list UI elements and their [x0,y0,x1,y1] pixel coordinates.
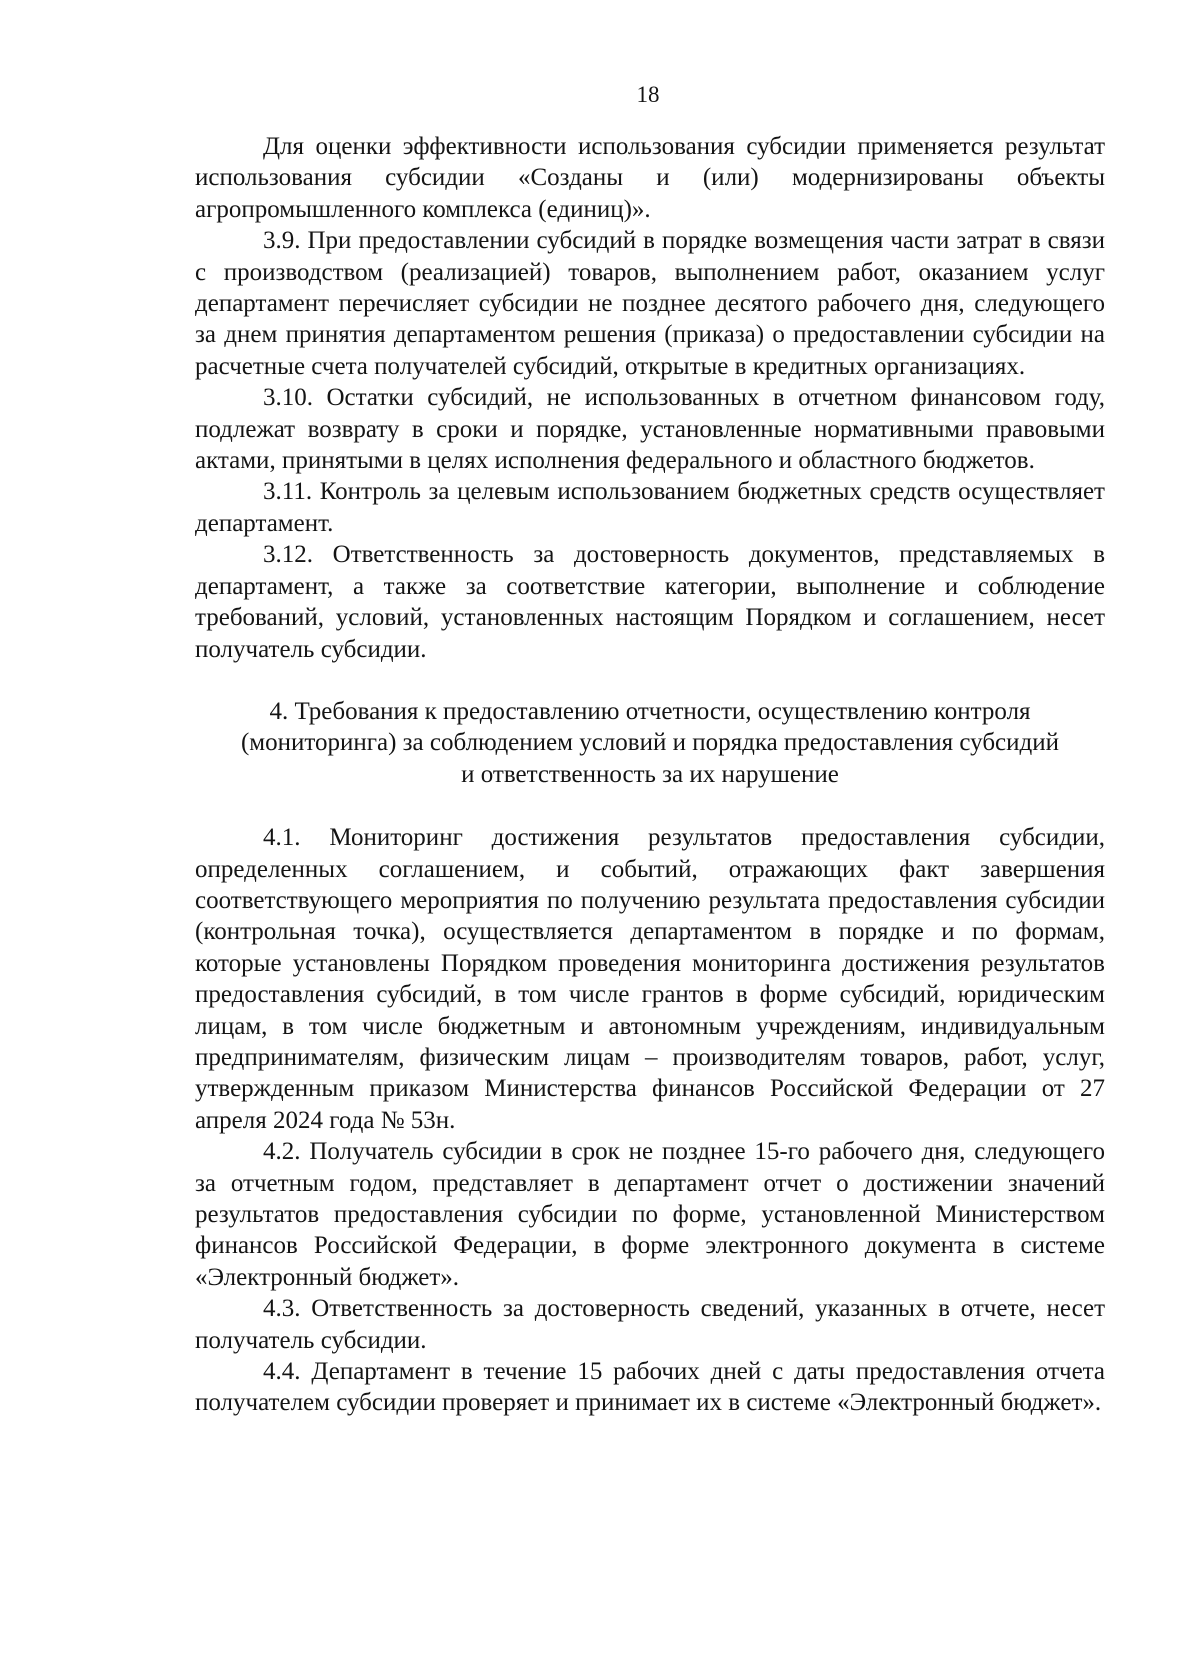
paragraph-4-3: 4.3. Ответственность за достоверность сведений, указанных в отчете, несет получатель субсидии. [195,1295,1105,1354]
section-4-heading-line-1: 4. Требования к предоставлению отчетности, осуществлению контроля [269,697,1031,725]
paragraph-evaluation-result: Для оценки эффективности использования субсидии применяется результат использования субсидии «Созданы и (или) модернизированы объекты агропромышленного комплекса (единиц)». [195,133,1105,223]
paragraph-4-2: 4.2. Получатель субсидии в срок не позднее 15-го рабочего дня, следующего за отчетным годом, представляет в департамент отчет о достижении значений результатов предоставления субсидии по форме, установленной Министерством финансов Российской Федерации, в форме электронного документа в системе «Электронный бюджет». [195,1138,1105,1291]
paragraph-3-12: 3.12. Ответственность за достоверность документов, представляемых в департамент, а также за соответствие категории, выполнение и соблюдение требований, условий, установленных настоящим Порядком и соглашением, несет получатель субсидии. [195,541,1105,663]
section-4-heading [195,696,1105,790]
section-4-heading-line-2: (мониторинга) за соблюдением условий и порядка предоставления субсидий [240,729,1060,757]
paragraph-4-4: 4.4. Департамент в течение 15 рабочих дней с даты предоставления отчета получателем субсидии проверяет и принимает их в системе «Электронный бюджет». [195,1358,1105,1417]
document-body [195,131,1105,1419]
paragraph-3-10: 3.10. Остатки субсидий, не использованных в отчетном финансовом году, подлежат возврату в сроки и порядке, установленные нормативными правовыми актами, принятыми в целях исполнения федерального и областного бюджетов. [195,384,1105,475]
paragraph-4-1: 4.1. Мониторинг достижения результатов предоставления субсидии, определенных соглашением, и событий, отражающих факт завершения соответствующего мероприятия по получению результата предоставления субсидии (контрольная точка), осуществляется департаментом в порядке и по формам, которые установлены Порядком проведения мониторинга достижения результатов предоставления субсидий, в том числе грантов в форме субсидий, юридическим лицам, в том числе бюджетным и автономным учреждениям, индивидуальным предпринимателям, физическим лицам – производителям товаров, работ, услуг, утвержденным приказом Министерства финансов Российской Федерации от 27 апреля 2024 года № 53н. [195,824,1105,1134]
paragraph-3-9: 3.9. При предоставлении субсидий в порядке возмещения части затрат в связи с производством (реализацией) товаров, выполнением работ, оказанием услуг департамент перечисляет субсидии не позднее десятого рабочего дня, следующего за днем принятия департаментом решения (приказа) о предоставлении субсидии на расчетные счета получателей субсидий, открытые в кредитных организациях. [195,227,1105,380]
page-number: 18 [636,82,660,107]
section-4-heading-line-3: и ответственность за их нарушение [461,760,839,788]
paragraph-3-11: 3.11. Контроль за целевым использованием бюджетных средств осуществляет департамент. [195,478,1105,537]
